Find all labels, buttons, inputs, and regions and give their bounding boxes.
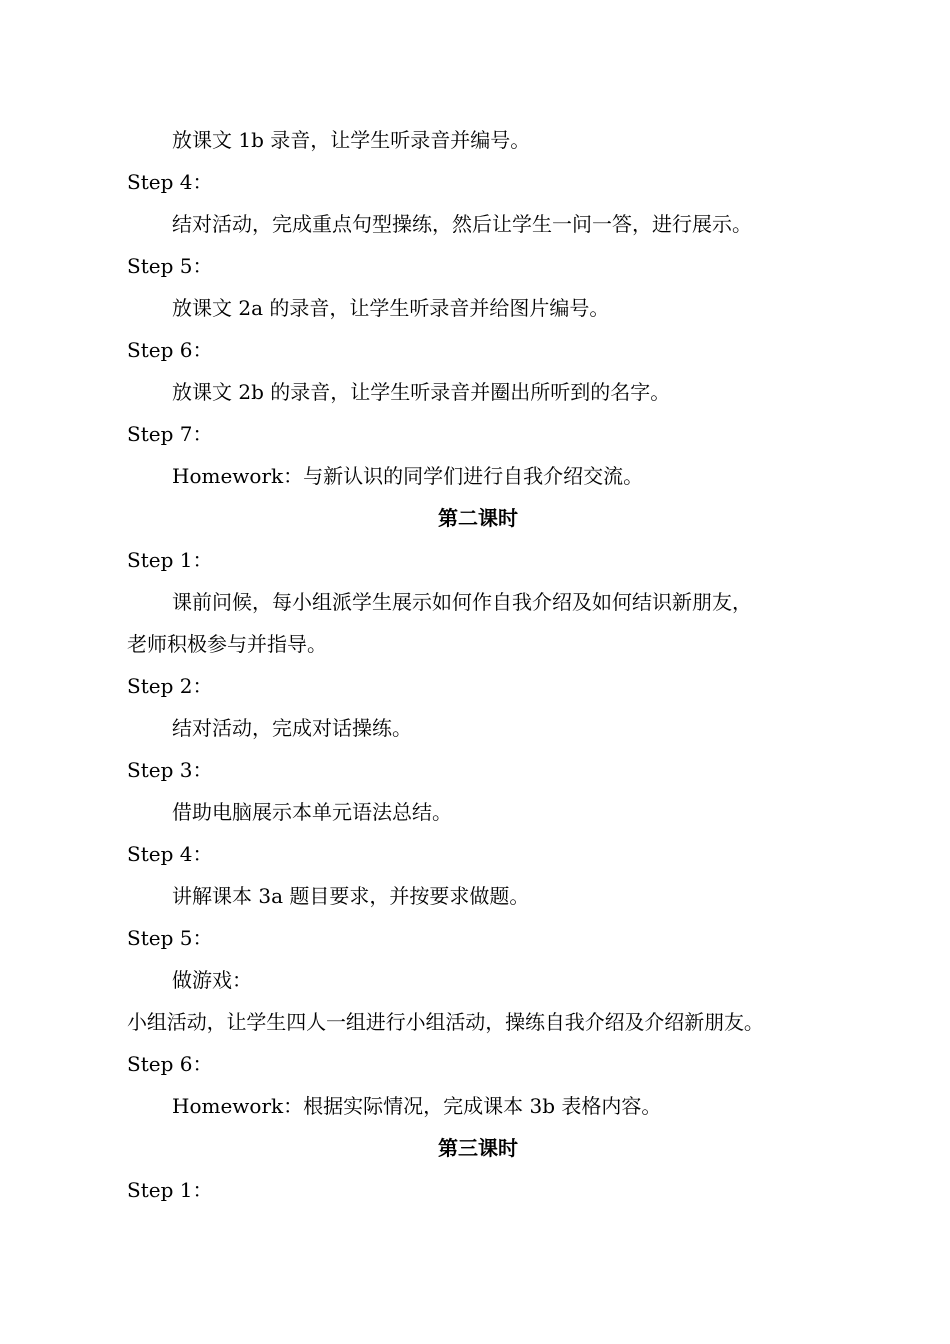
step-label: Step 5： — [127, 254, 213, 278]
step-label: Step 7： — [127, 422, 213, 446]
step-label: Step 4： — [127, 842, 213, 866]
document-body — [127, 119, 837, 1211]
paragraph-line: 讲解课本 3a 题目要求，并按要求做题。 — [172, 884, 530, 908]
paragraph-line: Homework：根据实际情况，完成课本 3b 表格内容。 — [172, 1094, 662, 1118]
section-heading: 第二课时 — [438, 506, 518, 530]
step-label: Step 1： — [127, 548, 213, 572]
section-heading: 第三课时 — [438, 1136, 518, 1160]
paragraph-line: 做游戏： — [172, 968, 252, 992]
paragraph-line: 小组活动，让学生四人一组进行小组活动，操练自我介绍及介绍新朋友。 — [127, 1010, 764, 1034]
step-label: Step 3： — [127, 758, 213, 782]
paragraph-line: 放课文 2a 的录音，让学生听录音并给图片编号。 — [172, 296, 610, 320]
paragraph-line: 结对活动，完成对话操练。 — [172, 716, 412, 740]
paragraph-line: 放课文 2b 的录音，让学生听录音并圈出所听到的名字。 — [172, 380, 671, 404]
step-label: Step 5： — [127, 926, 213, 950]
paragraph-line: 结对活动，完成重点句型操练，然后让学生一问一答，进行展示。 — [172, 212, 752, 236]
step-label: Step 2： — [127, 674, 213, 698]
paragraph-line: 借助电脑展示本单元语法总结。 — [172, 800, 452, 824]
paragraph-line: 课前问候，每小组派学生展示如何作自我介绍及如何结识新朋友， — [172, 590, 752, 614]
paragraph-line: 老师积极参与并指导。 — [127, 632, 327, 656]
step-label: Step 4： — [127, 170, 213, 194]
paragraph-line: 放课文 1b 录音，让学生听录音并编号。 — [172, 128, 531, 152]
step-label: Step 6： — [127, 338, 213, 362]
step-label: Step 1： — [127, 1178, 213, 1202]
paragraph-line: Homework：与新认识的同学们进行自我介绍交流。 — [172, 464, 644, 488]
step-label: Step 6： — [127, 1052, 213, 1076]
